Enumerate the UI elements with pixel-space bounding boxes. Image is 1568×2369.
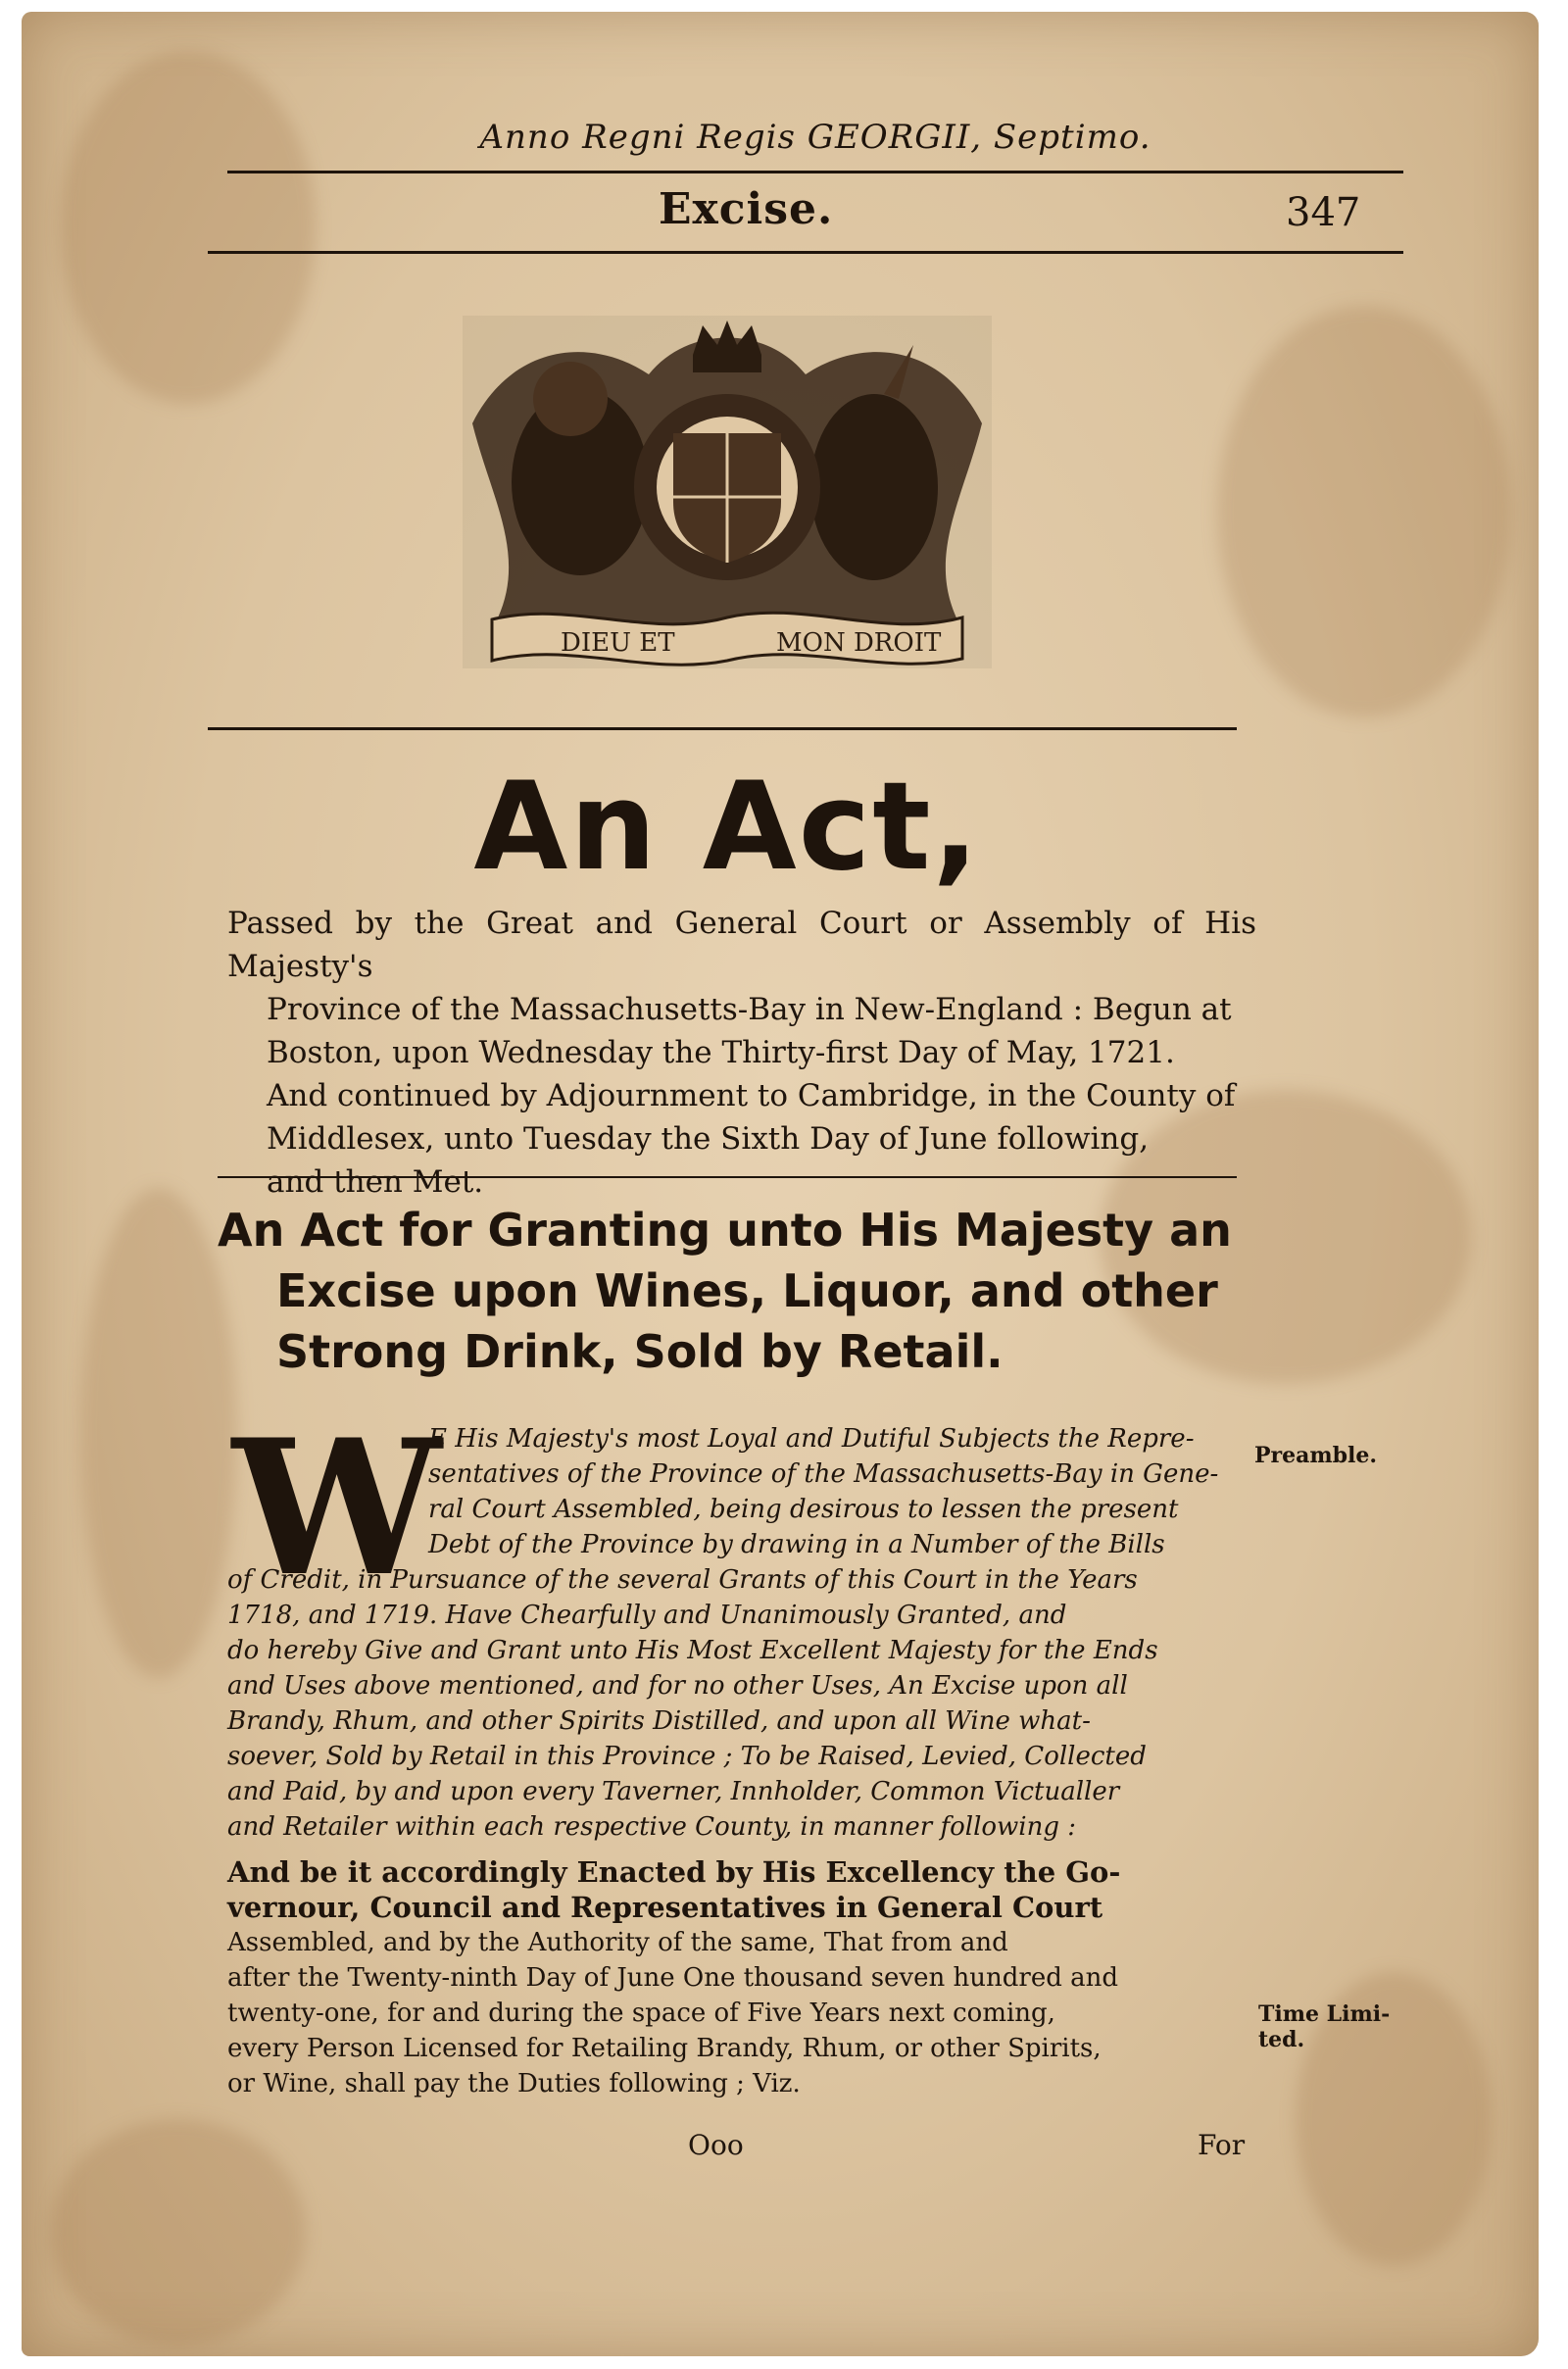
act-title-line: Strong Drink, Sold by Retail. — [276, 1325, 1004, 1378]
rule — [208, 727, 1237, 730]
rule — [208, 251, 1403, 254]
stain — [1217, 306, 1511, 717]
preamble-line: 1718, and 1719. Have Chearfully and Unanimously Granted, and — [227, 1601, 1067, 1630]
marginal-note-preamble: Preamble. — [1254, 1443, 1378, 1468]
preamble-line: ral Court Assembled, being desirous to lessen the present — [428, 1495, 1179, 1524]
motto-right: MON DROIT — [776, 628, 942, 658]
passed-paragraph — [227, 902, 1256, 1204]
act-title — [218, 1200, 1276, 1382]
marginal-line: Time Limi- — [1258, 2001, 1391, 2027]
running-head: Anno Regni Regis GEORGII, Septimo. — [479, 118, 1152, 157]
act-heading: An Act, — [473, 757, 981, 898]
drop-cap: W — [232, 1399, 442, 1617]
signature-mark: Ooo — [688, 2129, 744, 2161]
preamble-line: soever, Sold by Retail in this Province ; To be Raised, Levied, Collected — [227, 1742, 1147, 1771]
marginal-line: ted. — [1258, 2027, 1305, 2052]
enacting-line: vernour, Council and Representatives in General Court — [227, 1891, 1103, 1924]
preamble-line: Debt of the Province by drawing in a Number of the Bills — [428, 1530, 1165, 1559]
preamble-line: Brandy, Rhum, and other Spirits Distilled, and upon all Wine what- — [227, 1706, 1091, 1736]
enacting-clause — [227, 1854, 1266, 2101]
preamble-line: and Retailer within each respective County, in manner following : — [227, 1812, 1077, 1842]
rule — [227, 171, 1403, 173]
motto-left: DIEU ET — [561, 628, 675, 658]
page-number: 347 — [1286, 190, 1361, 235]
passed-line: Middlesex, unto Tuesday the Sixth Day of June following, — [267, 1121, 1150, 1157]
enacting-line: twenty-one, for and during the space of Five Years next coming, — [227, 1999, 1055, 2028]
stain — [51, 2119, 306, 2344]
passed-line: Boston, upon Wednesday the Thirty-first Day of May, 1721. — [267, 1035, 1175, 1070]
preamble-line: E His Majesty's most Loyal and Dutiful Subjects the Repre- — [428, 1424, 1195, 1454]
preamble-line: sentatives of the Province of the Massachusetts-Bay in Gene- — [428, 1459, 1219, 1489]
enacting-line: or Wine, shall pay the Duties following ; Viz. — [227, 2069, 801, 2098]
stain — [80, 1188, 237, 1678]
catchword: For — [1198, 2129, 1246, 2161]
passed-line: Province of the Massachusetts-Bay in New-England : Begun at — [267, 992, 1232, 1027]
preamble-line: and Paid, by and upon every Taverner, Innholder, Common Victualler — [227, 1777, 1120, 1806]
marginal-note-time-limited — [1258, 2001, 1390, 2052]
preamble-line: and Uses above mentioned, and for no other Uses, An Excise upon all — [227, 1671, 1128, 1701]
passed-line: And continued by Adjournment to Cambridge, in the County of — [267, 1078, 1236, 1113]
enacting-line: And be it accordingly Enacted by His Excellency the Go- — [227, 1855, 1121, 1889]
passed-line: and then Met. — [267, 1164, 484, 1200]
preamble-line: of Credit, in Pursuance of the several Grants of this Court in the Years — [227, 1565, 1138, 1595]
preamble-text — [227, 1421, 1266, 1845]
act-title-line: Excise upon Wines, Liquor, and other — [276, 1264, 1218, 1317]
preamble-line: do hereby Give and Grant unto His Most Excellent Majesty for the Ends — [227, 1636, 1158, 1665]
rule — [218, 1176, 1237, 1178]
stain — [61, 51, 316, 404]
royal-coat-of-arms-icon — [453, 306, 1002, 678]
enacting-line: after the Twenty-ninth Day of June One thousand seven hundred and — [227, 1963, 1118, 1993]
act-title-line: An Act for Granting unto His Majesty an — [218, 1204, 1232, 1257]
section-title: Excise. — [659, 184, 834, 234]
passed-line: Passed by the Great and General Court or Assembly of His Majesty's — [227, 906, 1256, 984]
document-page — [22, 12, 1539, 2356]
enacting-line: every Person Licensed for Retailing Brandy, Rhum, or other Spirits, — [227, 2034, 1102, 2063]
enacting-line: Assembled, and by the Authority of the same, That from and — [227, 1928, 1008, 1957]
